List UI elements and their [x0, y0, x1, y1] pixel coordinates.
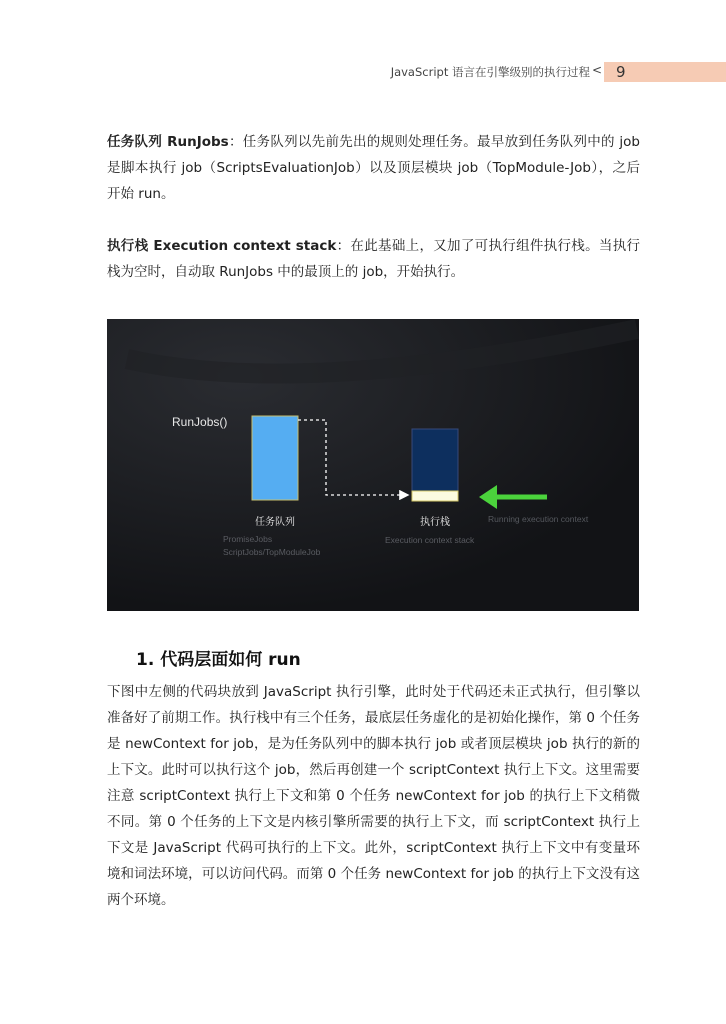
- queue-label: 任务队列: [255, 517, 295, 528]
- paragraph-execution-stack: [107, 233, 640, 285]
- arrow-label: Running execution context: [488, 514, 589, 524]
- header-separator: <: [591, 63, 602, 77]
- stack-label: 执行栈: [420, 517, 450, 528]
- paragraph-text: ：在此基础上，又加了可执行组件执行栈。当执行栈为空时，自动取 RunJobs 中的最顶上的 job，开始执行。: [107, 238, 640, 280]
- queue-sublabel-2: ScriptJobs/TopModuleJob: [223, 547, 321, 557]
- stack-top-job: [412, 491, 458, 501]
- running-title: JavaScript 语言在引擎级别的执行过程: [390, 65, 590, 79]
- paragraph-lead: 执行栈 Execution context stack: [107, 238, 337, 254]
- page-number: 9: [616, 63, 626, 81]
- execution-stack-block: [412, 429, 458, 491]
- queue-sublabel-1: PromiseJobs: [223, 534, 273, 544]
- paragraph-lead: 任务队列 RunJobs: [107, 134, 229, 150]
- task-queue-block: [252, 416, 298, 500]
- section-paragraph: 下图中左侧的代码块放到 JavaScript 执行引擎，此时处于代码还未正式执行，但引擎以准备好了前期工作。执行栈中有三个任务，最底层任务虚化的是初始化操作，第 0 个任务是 newContext for job，是为任务队列中的脚本执行 job 或者顶层模块 job 执行的新的上下文。此时可以执行这个 job，然后再创建一个 scriptContext 执行上下文。这里需要注意 scriptContext 执行上下文和第 0 个任务 newContext for job 的执行上下文稍微不同。第 0 个任务的上下文是内核引擎所需要的执行上下文，而 scriptContext 执行上下文是 JavaScript 代码可执行的上下文。此外，scriptContext 执行上下文中有变量环境和词法环境，可以访问代码。而第 0 个任务 newContext for job 的执行上下文没有这两个环境。: [107, 684, 640, 908]
- stack-sublabel: Execution context stack: [385, 535, 475, 545]
- section-title: 1. 代码层面如何 run: [136, 650, 301, 670]
- paragraph-runjobs: [107, 129, 640, 207]
- runjobs-label: RunJobs(): [172, 415, 228, 429]
- running-header: [0, 62, 726, 82]
- paragraph-text: ：任务队列以先前先出的规则处理任务。最早放到任务队列中的 job 是脚本执行 job（ScriptsEvaluationJob）以及顶层模块 job（TopModule-Job），之后开始 run。: [107, 134, 640, 202]
- diagram-figure: [107, 319, 639, 611]
- diagram-svg: [107, 319, 639, 611]
